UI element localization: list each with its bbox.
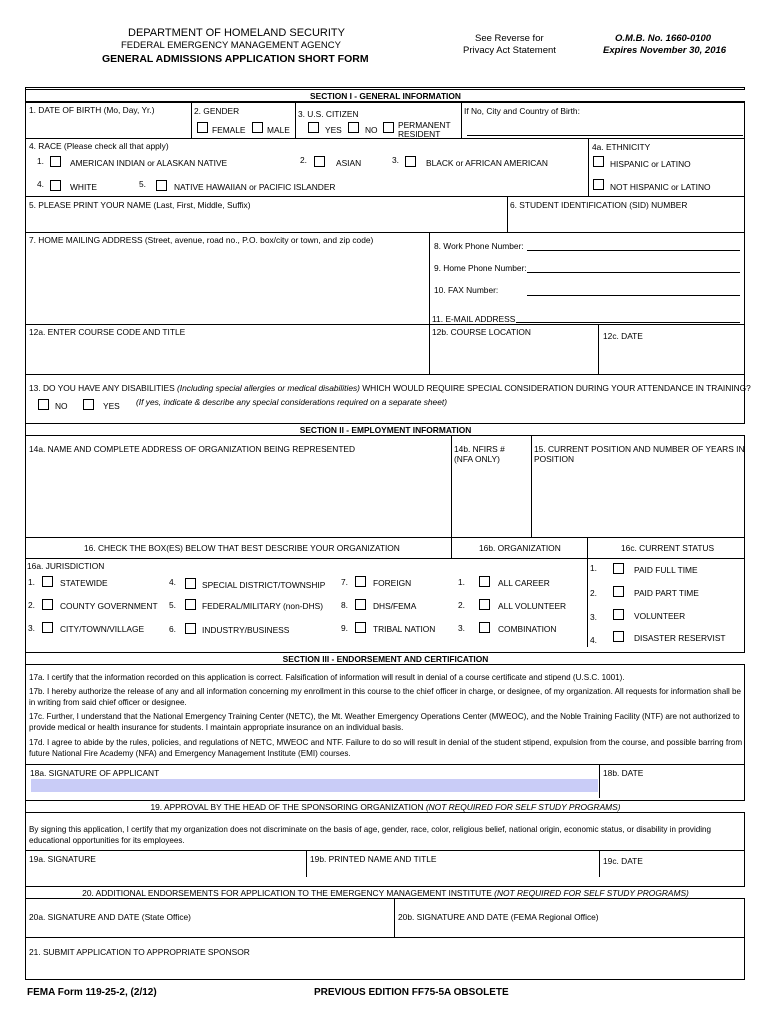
gender-label: 2. GENDER xyxy=(194,106,240,116)
sponsor-printed-name-label: 19b. PRINTED NAME AND TITLE xyxy=(310,854,437,864)
citizen-yes-checkbox[interactable] xyxy=(308,122,319,133)
permanent-label-1: PERMANENT xyxy=(398,120,451,130)
cert-17a: 17a. I certify that the information recorded on this application is correct. Falsification of information will result in denial of a course certificate and stipend (U.S.C. 1001). xyxy=(29,673,625,682)
course-date-label: 12c. DATE xyxy=(603,331,643,341)
org-1-label: ALL CAREER xyxy=(498,578,550,588)
disability-no-checkbox[interactable] xyxy=(38,399,49,410)
not-hispanic-label: NOT HISPANIC or LATINO xyxy=(610,182,711,192)
section-2-title: SECTION II - EMPLOYMENT INFORMATION xyxy=(26,423,745,436)
juris-2-label: COUNTY GOVERNMENT xyxy=(60,601,158,611)
race-4-label: WHITE xyxy=(70,182,97,192)
org-name-field[interactable] xyxy=(26,456,450,536)
permanent-resident-checkbox[interactable] xyxy=(383,122,394,133)
race-2-number: 2. xyxy=(300,155,307,165)
org-3-number: 3. xyxy=(458,623,465,633)
citizen-no-checkbox[interactable] xyxy=(348,122,359,133)
status-4-label: DISASTER RESERVIST xyxy=(634,633,726,643)
juris-2-number: 2. xyxy=(28,600,35,610)
status-3-checkbox[interactable] xyxy=(613,609,624,620)
juris-8-number: 8. xyxy=(341,600,348,610)
juris-8-label: DHS/FEMA xyxy=(373,601,417,611)
race-4-number: 4. xyxy=(37,179,44,189)
dob-field[interactable] xyxy=(26,115,190,137)
location-field[interactable] xyxy=(430,338,597,373)
sid-field[interactable] xyxy=(508,211,744,231)
cert-17d: 17d. I agree to abide by the rules, policies, and regulations of NETC, MWEOC and NTF. Failure to do so will result in denial of the student stipend, expulsion from the course, and possible barring from future National Fire Academy (NFA) and Emergency Management Institute (EMI) courses. xyxy=(29,738,743,758)
check-org-label: 16. CHECK THE BOX(ES) BELOW THAT BEST DESCRIBE YOUR ORGANIZATION xyxy=(84,543,400,553)
position-field[interactable] xyxy=(532,466,744,536)
org-3-label: COMBINATION xyxy=(498,624,557,634)
privacy-line-2: Privacy Act Statement xyxy=(463,45,556,56)
name-label: 5. PLEASE PRINT YOUR NAME (Last, First, Middle, Suffix) xyxy=(29,200,251,210)
privacy-line-1: See Reverse for xyxy=(475,33,544,44)
nfirs-field[interactable] xyxy=(452,466,530,536)
form-title: GENERAL ADMISSIONS APPLICATION SHORT FORM xyxy=(102,53,369,65)
name-field[interactable] xyxy=(26,211,506,231)
juris-1-label: STATEWIDE xyxy=(60,578,108,588)
work-phone-field[interactable] xyxy=(527,238,740,250)
course-label: 12a. ENTER COURSE CODE AND TITLE xyxy=(29,327,186,337)
juris-6-checkbox[interactable] xyxy=(185,623,196,634)
state-office-signature-label: 20a. SIGNATURE AND DATE (State Office) xyxy=(29,912,191,922)
juris-5-label: FEDERAL/MILITARY (non-DHS) xyxy=(202,601,324,611)
juris-5-number: 5. xyxy=(169,600,176,610)
section-3-title: SECTION III - ENDORSEMENT AND CERTIFICATION xyxy=(26,652,745,665)
juris-1-checkbox[interactable] xyxy=(42,576,53,587)
race-2-label: ASIAN xyxy=(336,158,362,168)
omb-expires: Expires November 30, 2016 xyxy=(603,45,727,56)
permanent-label-2: RESIDENT xyxy=(398,129,441,139)
submit-field[interactable] xyxy=(26,958,744,979)
sponsor-date-label: 19c. DATE xyxy=(603,856,643,866)
course-field[interactable] xyxy=(26,338,428,373)
status-1-label: PAID FULL TIME xyxy=(634,565,698,575)
org-2-number: 2. xyxy=(458,600,465,610)
juris-9-number: 9. xyxy=(341,623,348,633)
org-name-label: 14a. NAME AND COMPLETE ADDRESS OF ORGANIZATION BEING REPRESENTED xyxy=(29,444,356,454)
org-type-label: 16b. ORGANIZATION xyxy=(479,543,561,553)
sponsor-signature-label: 19a. SIGNATURE xyxy=(29,854,96,864)
race-3-number: 3. xyxy=(392,155,399,165)
nfirs-label-2: (NFA ONLY) xyxy=(454,454,500,464)
juris-7-number: 7. xyxy=(341,577,348,587)
disability-question xyxy=(29,383,751,393)
section-20-title-note: (NOT REQUIRED FOR SELF STUDY PROGRAMS) xyxy=(494,888,689,898)
juris-2-checkbox[interactable] xyxy=(42,599,53,610)
disability-yes-label: YES xyxy=(103,401,120,411)
regional-office-signature-label: 20b. SIGNATURE AND DATE (FEMA Regional Office) xyxy=(398,912,599,922)
race-5-number: 5. xyxy=(139,179,146,189)
juris-8-checkbox[interactable] xyxy=(355,599,366,610)
not-hispanic-checkbox[interactable] xyxy=(593,179,604,190)
section-19-title-text: 19. APPROVAL BY THE HEAD OF THE SPONSORING ORGANIZATION xyxy=(150,802,424,812)
dob-label: 1. DATE OF BIRTH (Mo, Day, Yr.) xyxy=(29,105,155,115)
section-19-title xyxy=(26,800,745,813)
juris-1-number: 1. xyxy=(28,577,35,587)
sponsor-printed-name-field[interactable] xyxy=(307,864,598,876)
status-2-number: 2. xyxy=(590,588,597,598)
race-5-checkbox[interactable] xyxy=(156,180,167,191)
female-checkbox[interactable] xyxy=(197,122,208,133)
section-20-title-text: 20. ADDITIONAL ENDORSEMENTS FOR APPLICATION TO THE EMERGENCY MANAGEMENT INSTITUTE xyxy=(82,888,492,898)
state-office-signature-field[interactable] xyxy=(26,922,393,936)
status-3-number: 3. xyxy=(590,612,597,622)
race-1-number: 1. xyxy=(37,156,44,166)
email-label: 11. E-MAIL ADDRESS xyxy=(432,314,516,324)
race-3-checkbox[interactable] xyxy=(405,156,416,167)
applicant-signature-field[interactable] xyxy=(31,779,598,792)
juris-5-checkbox[interactable] xyxy=(185,599,196,610)
juris-4-label: SPECIAL DISTRICT/TOWNSHIP xyxy=(202,580,326,590)
citizen-label: 3. U.S. CITIZEN xyxy=(298,109,359,119)
race-1-label: AMERICAN INDIAN or ALASKAN NATIVE xyxy=(70,158,228,168)
status-4-checkbox[interactable] xyxy=(613,631,624,642)
juris-6-label: INDUSTRY/BUSINESS xyxy=(202,625,290,635)
email-field[interactable] xyxy=(516,311,740,322)
race-4-checkbox[interactable] xyxy=(50,180,61,191)
race-3-label: BLACK or AFRICAN AMERICAN xyxy=(426,158,548,168)
section-20-title xyxy=(26,886,745,899)
org-2-checkbox[interactable] xyxy=(479,599,490,610)
position-label-1: 15. CURRENT POSITION AND NUMBER OF YEARS IN xyxy=(534,444,745,454)
disability-question-italic: (Including special allergies or medical disabilities) xyxy=(177,383,360,393)
male-checkbox[interactable] xyxy=(252,122,263,133)
race-2-checkbox[interactable] xyxy=(314,156,325,167)
org-3-checkbox[interactable] xyxy=(479,622,490,633)
org-1-checkbox[interactable] xyxy=(479,576,490,587)
status-2-label: PAID PART TIME xyxy=(634,588,699,598)
juris-3-label: CITY/TOWN/VILLAGE xyxy=(60,624,145,634)
address-label: 7. HOME MAILING ADDRESS (Street, avenue, road no., P.O. box/city or town, and zip code) xyxy=(29,235,374,245)
org-2-label: ALL VOLUNTEER xyxy=(498,601,567,611)
birth-country-label: If No, City and Country of Birth: xyxy=(464,106,580,116)
race-1-checkbox[interactable] xyxy=(50,156,61,167)
sid-label: 6. STUDENT IDENTIFICATION (SID) NUMBER xyxy=(510,200,688,210)
header-agency: FEDERAL EMERGENCY MANAGEMENT AGENCY xyxy=(121,40,341,51)
home-phone-label: 9. Home Phone Number: xyxy=(434,263,527,273)
section-19-text: By signing this application, I certify that my organization does not discriminate on the basis of age, gender, race, color, religious belief, national origin, economic status, or disability in providing educational opportunities for its employees. xyxy=(29,825,712,845)
disability-no-label: NO xyxy=(55,401,68,411)
status-3-label: VOLUNTEER xyxy=(634,611,686,621)
disability-yes-checkbox[interactable] xyxy=(83,399,94,410)
juris-7-label: FOREIGN xyxy=(373,578,412,588)
status-1-number: 1. xyxy=(590,563,597,573)
org-1-number: 1. xyxy=(458,577,465,587)
sponsor-date-field[interactable] xyxy=(600,866,744,876)
juris-9-checkbox[interactable] xyxy=(355,622,366,633)
applicant-signature-label: 18a. SIGNATURE OF APPLICANT xyxy=(30,768,160,778)
sponsor-signature-field[interactable] xyxy=(26,864,305,876)
submit-label: 21. SUBMIT APPLICATION TO APPROPRIATE SPONSOR xyxy=(29,947,250,957)
disability-note: (If yes, indicate & describe any special considerations required on a separate sheet) xyxy=(136,397,447,407)
juris-6-number: 6. xyxy=(169,624,176,634)
fax-field[interactable] xyxy=(527,283,740,295)
section-19-title-note: (NOT REQUIRED FOR SELF STUDY PROGRAMS) xyxy=(425,802,621,812)
applicant-date-field[interactable] xyxy=(600,779,744,797)
juris-9-label: TRIBAL NATION xyxy=(373,624,436,634)
juris-3-checkbox[interactable] xyxy=(42,622,53,633)
disability-question-text: 13. DO YOU HAVE ANY DISABILITIES xyxy=(29,383,175,393)
citizen-no-label: NO xyxy=(365,125,378,135)
omb-number: O.M.B. No. 1660-0100 xyxy=(615,33,712,44)
birth-country-field[interactable] xyxy=(467,117,743,134)
female-label: FEMALE xyxy=(212,125,246,135)
male-label: MALE xyxy=(267,125,290,135)
status-2-checkbox[interactable] xyxy=(613,586,624,597)
jurisdiction-label: 16a. JURISDICTION xyxy=(27,561,105,571)
cert-17c: 17c. Further, I understand that the National Emergency Training Center (NETC), the Mt. Weather Emergency Operations Center (MWEOC), and the Noble Training Facility (NTF) are not authorized to provide medical or health insurance for students. I maintain appropriate insurance on an individual basis. xyxy=(29,712,740,732)
hispanic-label: HISPANIC or LATINO xyxy=(610,159,691,169)
juris-3-number: 3. xyxy=(28,623,35,633)
address-field[interactable] xyxy=(26,246,428,324)
form-number: FEMA Form 119-25-2, (2/12) xyxy=(27,987,157,998)
header-dept: DEPARTMENT OF HOMELAND SECURITY xyxy=(128,27,345,39)
course-date-field[interactable] xyxy=(599,342,744,373)
status-4-number: 4. xyxy=(590,635,597,645)
applicant-date-label: 18b. DATE xyxy=(603,768,644,778)
hispanic-checkbox[interactable] xyxy=(593,156,604,167)
citizen-yes-label: YES xyxy=(325,125,342,135)
cert-17b: 17b. I hereby authorize the release of any and all information concerning my enrollment in this course to the chief officer in charge, or designee, of my organization. All requests for information shall be in writing from said chief officer or designee. xyxy=(29,687,742,707)
disability-question-rest: WHICH WOULD REQUIRE SPECIAL CONSIDERATION DURING YOUR ATTENDANCE IN TRAINING? xyxy=(362,383,751,393)
race-5-label: NATIVE HAWAIIAN or PACIFIC ISLANDER xyxy=(174,182,336,192)
current-status-label: 16c. CURRENT STATUS xyxy=(621,543,715,553)
location-label: 12b. COURSE LOCATION xyxy=(432,327,531,337)
juris-4-number: 4. xyxy=(169,577,176,587)
race-label: 4. RACE (Please check all that apply) xyxy=(29,141,169,151)
regional-office-signature-field[interactable] xyxy=(395,922,744,936)
nfirs-label-1: 14b. NFIRS # xyxy=(454,444,505,454)
status-1-checkbox[interactable] xyxy=(613,563,624,574)
juris-4-checkbox[interactable] xyxy=(185,578,196,589)
section-1-title: SECTION I - GENERAL INFORMATION xyxy=(26,89,745,102)
ethnicity-label: 4a. ETHNICITY xyxy=(592,142,651,152)
home-phone-field[interactable] xyxy=(527,260,740,272)
obsolete-notice: PREVIOUS EDITION FF75-5A OBSOLETE xyxy=(314,987,509,998)
work-phone-label: 8. Work Phone Number: xyxy=(434,241,524,251)
position-label-2: POSITION xyxy=(534,454,575,464)
juris-7-checkbox[interactable] xyxy=(355,576,366,587)
fax-label: 10. FAX Number: xyxy=(434,285,499,295)
